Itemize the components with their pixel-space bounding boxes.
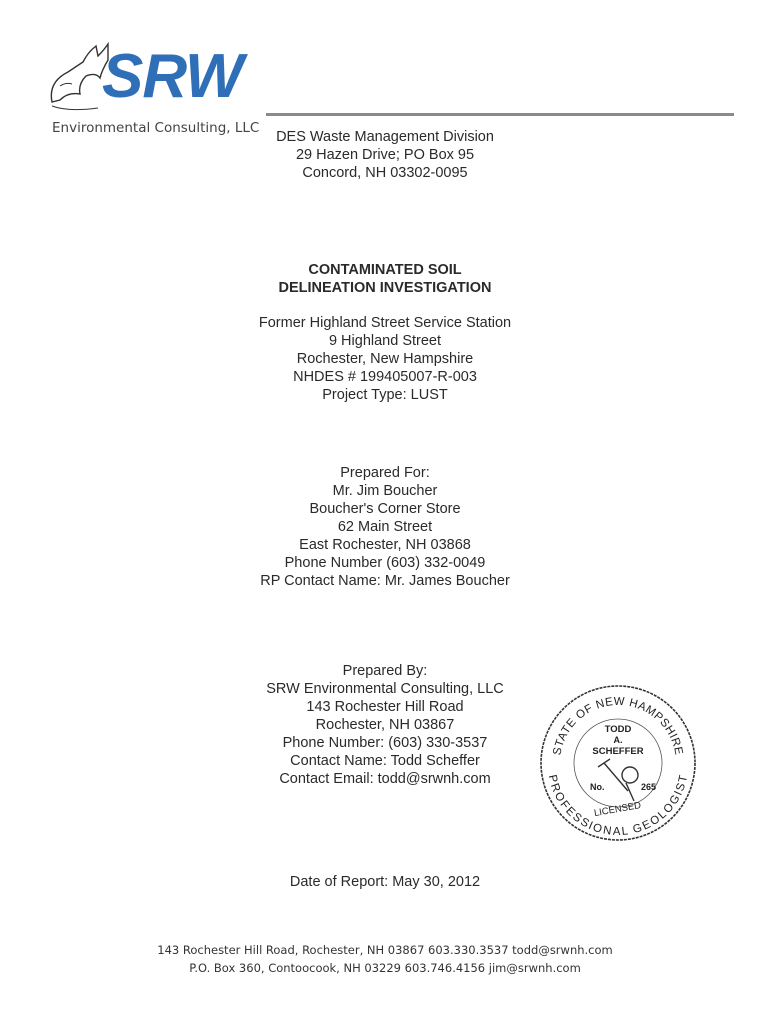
site-line: Rochester, New Hampshire [296,351,474,367]
recipient-address [200,128,570,182]
page-footer [100,941,670,977]
seal-licensed: LICENSED [593,799,642,820]
professional-geologist-seal [538,683,698,843]
title-line: DELINEATION INVESTIGATION [278,280,492,296]
recipient-line: 29 Hazen Drive; PO Box 95 [295,147,475,163]
logo-subtitle: Environmental Consulting, LLC [52,120,260,136]
hammer-and-lens-icon [598,759,638,801]
seal-name-3: SCHEFFER [592,746,644,757]
title-line: CONTAMINATED SOIL [308,262,462,278]
seal-name-1: TODD [604,724,632,735]
prepared-by [200,662,570,788]
report-date [200,873,570,891]
prepared-for-line: East Rochester, NH 03868 [299,537,471,553]
prepared-by-heading: Prepared By: [342,663,428,679]
prepared-by-line: Contact Name: Todd Scheffer [290,753,480,769]
seal-top-arc: STATE OF NEW HAMPSHIRE [551,695,685,757]
report-title [200,261,570,297]
logo-wordmark: SRW [102,42,243,111]
footer-line: 143 Rochester Hill Road, Rochester, NH 03867 603.330.3537 todd@srwnh.com [157,943,613,957]
header-divider [266,113,734,116]
wolf-silhouette-icon [51,44,108,102]
site-line: Former Highland Street Service Station [258,315,512,331]
prepared-for-heading: Prepared For: [340,465,430,481]
prepared-for [200,464,570,590]
site-info [200,314,570,404]
seal-name-2: A. [613,735,623,745]
prepared-for-line: Phone Number (603) 332-0049 [284,555,486,571]
footer-line: P.O. Box 360, Contoocook, NH 03229 603.746.4156 jim@srwnh.com [189,961,581,975]
prepared-by-line: SRW Environmental Consulting, LLC [266,681,504,697]
recipient-line: Concord, NH 03302-0095 [302,165,468,181]
seal-number: 265 [641,782,657,792]
prepared-by-line: Contact Email: todd@srwnh.com [279,771,491,787]
report-date-text: Date of Report: May 30, 2012 [289,874,481,890]
site-line: NHDES # 199405007-R-003 [293,369,477,385]
recipient-line: DES Waste Management Division [276,129,494,145]
prepared-for-line: RP Contact Name: Mr. James Boucher [260,573,510,589]
prepared-for-line: Mr. Jim Boucher [332,483,438,499]
prepared-by-line: Phone Number: (603) 330-3537 [282,735,488,751]
prepared-for-line: 62 Main Street [337,519,433,535]
site-line: Project Type: LUST [322,387,448,403]
site-line: 9 Highland Street [328,333,442,349]
prepared-by-line: 143 Rochester Hill Road [306,699,464,715]
prepared-by-line: Rochester, NH 03867 [315,717,455,733]
prepared-for-line: Boucher's Corner Store [309,501,461,517]
seal-no-label: No. [590,782,605,792]
seal-bottom-arc: PROFESSIONAL GEOLOGIST [545,773,691,839]
